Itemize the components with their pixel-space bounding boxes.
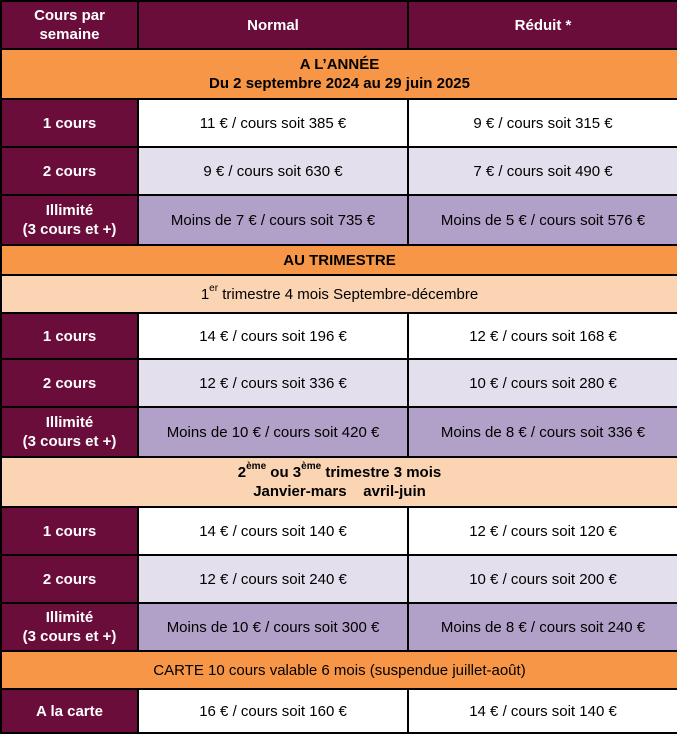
table-row bbox=[1, 689, 677, 733]
price-normal: 12 € / cours soit 336 € bbox=[138, 359, 408, 407]
table-row bbox=[1, 147, 677, 195]
price-normal: Moins de 10 € / cours soit 420 € bbox=[138, 407, 408, 457]
section-carte-title: CARTE 10 cours valable 6 mois (suspendue juillet-août) bbox=[1, 651, 677, 689]
price-normal: 16 € / cours soit 160 € bbox=[138, 689, 408, 733]
row-label: 1 cours bbox=[1, 507, 138, 555]
price-normal: 14 € / cours soit 140 € bbox=[138, 507, 408, 555]
row-label: 1 cours bbox=[1, 313, 138, 359]
price-normal: Moins de 7 € / cours soit 735 € bbox=[138, 195, 408, 245]
header-cours-par-semaine: Cours par semaine bbox=[1, 1, 138, 49]
price-reduit: 12 € / cours soit 120 € bbox=[408, 507, 677, 555]
annee-dates: Du 2 septembre 2024 au 29 juin 2025 bbox=[209, 75, 470, 92]
section-trimestre-title: AU TRIMESTRE bbox=[1, 245, 677, 275]
table-row bbox=[1, 313, 677, 359]
price-normal: 9 € / cours soit 630 € bbox=[138, 147, 408, 195]
section-carte-row bbox=[1, 651, 677, 689]
price-normal: 12 € / cours soit 240 € bbox=[138, 555, 408, 603]
section-annee-row bbox=[1, 49, 677, 99]
row-label: 2 cours bbox=[1, 359, 138, 407]
section-annee-title: A L’ANNÉE Du 2 septembre 2024 au 29 juin 2025 bbox=[1, 49, 677, 99]
header-row bbox=[1, 1, 677, 49]
table-row bbox=[1, 195, 677, 245]
table-row bbox=[1, 99, 677, 147]
price-reduit: Moins de 8 € / cours soit 240 € bbox=[408, 603, 677, 651]
row-label: Illimité (3 cours et +) bbox=[1, 195, 138, 245]
subsection-t1-row bbox=[1, 275, 677, 313]
subsection-t1-title: 1er trimestre 4 mois Septembre-décembre bbox=[1, 275, 677, 313]
row-label: Illimité (3 cours et +) bbox=[1, 603, 138, 651]
price-reduit: 12 € / cours soit 168 € bbox=[408, 313, 677, 359]
header-normal: Normal bbox=[138, 1, 408, 49]
price-reduit: 7 € / cours soit 490 € bbox=[408, 147, 677, 195]
table-row bbox=[1, 603, 677, 651]
price-normal: Moins de 10 € / cours soit 300 € bbox=[138, 603, 408, 651]
price-reduit: Moins de 5 € / cours soit 576 € bbox=[408, 195, 677, 245]
row-label: 1 cours bbox=[1, 99, 138, 147]
price-reduit: 9 € / cours soit 315 € bbox=[408, 99, 677, 147]
table-row bbox=[1, 359, 677, 407]
subsection-t23-row bbox=[1, 457, 677, 507]
subsection-t23-title: 2ème ou 3ème trimestre 3 mois Janvier-mars avril-juin bbox=[1, 457, 677, 507]
price-normal: 14 € / cours soit 196 € bbox=[138, 313, 408, 359]
price-reduit: 10 € / cours soit 200 € bbox=[408, 555, 677, 603]
table-row bbox=[1, 507, 677, 555]
row-label: 2 cours bbox=[1, 147, 138, 195]
price-normal: 11 € / cours soit 385 € bbox=[138, 99, 408, 147]
price-reduit: 14 € / cours soit 140 € bbox=[408, 689, 677, 733]
row-label: Illimité (3 cours et +) bbox=[1, 407, 138, 457]
section-trimestre-row bbox=[1, 245, 677, 275]
price-reduit: Moins de 8 € / cours soit 336 € bbox=[408, 407, 677, 457]
table-row bbox=[1, 407, 677, 457]
price-reduit: 10 € / cours soit 280 € bbox=[408, 359, 677, 407]
table-row bbox=[1, 555, 677, 603]
row-label: A la carte bbox=[1, 689, 138, 733]
row-label: 2 cours bbox=[1, 555, 138, 603]
header-reduit: Réduit * bbox=[408, 1, 677, 49]
